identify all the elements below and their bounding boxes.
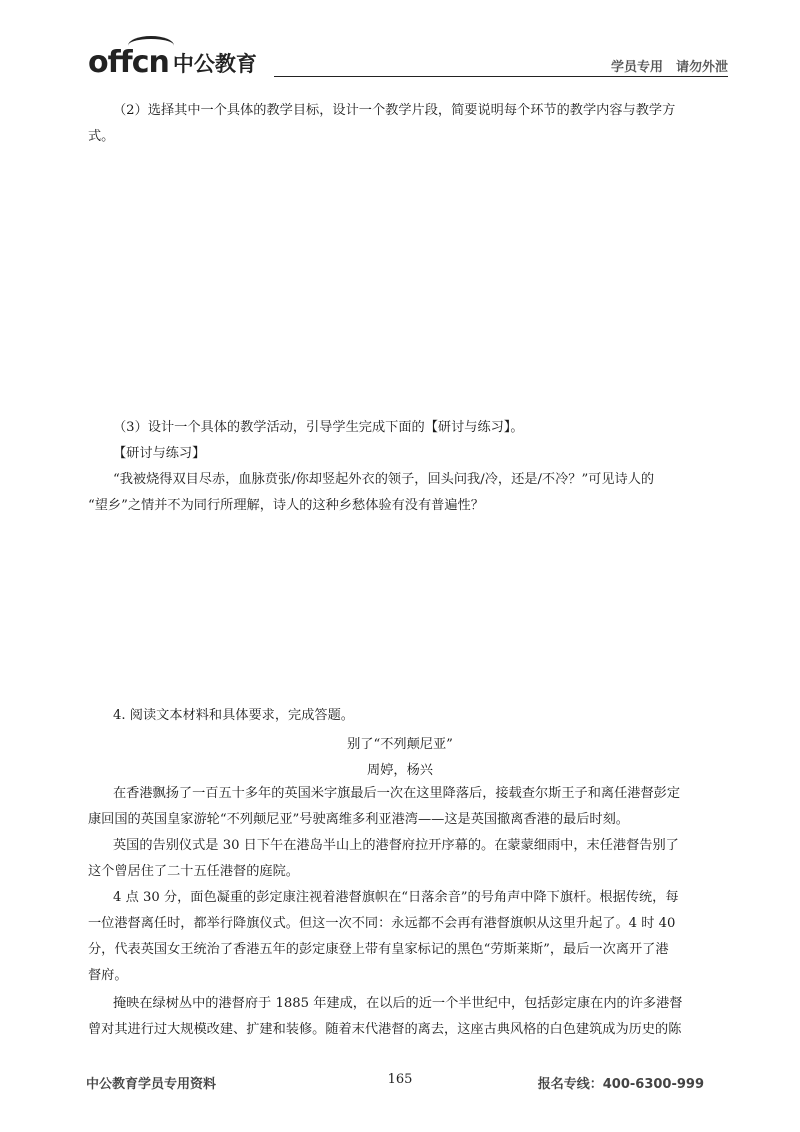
paragraph-3-line-1: 4 点 30 分，面色凝重的彭定康注视着港督旗帜在“日落余音”的号角声中降下旗杆。根据传统，每 [113,890,679,905]
page-number: 165 [387,1072,413,1087]
header-note: 学员专用 请勿外泄 [610,60,728,75]
paragraph-2-line-1: 英国的告别仪式是 30 日下午在港岛半山上的港督府拉开序幕的。在蒙蒙细雨中，末任港督告别了 [113,838,679,853]
question-3-line-2: 【研讨与练习】 [113,446,206,461]
paragraph-3-line-3: 分，代表英国女王统治了香港五年的彭定康登上带有皇家标记的黑色“劳斯莱斯”，最后一次离开了港 [88,942,669,957]
question-3-line-1: （3）设计一个具体的教学活动，引导学生完成下面的【研讨与练习】。 [113,420,524,435]
article-title: 别了“不列颠尼亚” [347,737,453,752]
header-rule [274,76,728,77]
paragraph-3-line-2: 一位港督离任时，都举行降旗仪式。但这一次不同：永远都不会再有港督旗帜从这里升起了。4 时 40 [88,916,676,931]
question-2-line-2: 式。 [88,129,115,144]
question-4-intro: 4. 阅读文本材料和具体要求，完成答题。 [113,708,354,723]
footer-source: 中公教育学员专用资料 [86,1077,217,1092]
page-header [88,40,728,82]
paragraph-4-line-1: 掩映在绿树丛中的港督府于 1885 年建成，在以后的近一个半世纪中，包括彭定康在内的许多港督 [113,996,683,1011]
paragraph-3-line-4: 督府。 [88,968,128,983]
logo-cn-text: 中公教育 [172,52,257,76]
offcn-logo [88,40,257,80]
paragraph-2-line-2: 这个曾居住了二十五任港督的庭院。 [88,864,299,879]
logo-wordmark: offcn [88,45,169,80]
question-3-line-3: “我被烧得双目尽赤，血脉贲张/你却竖起外衣的领子，回头问我/冷，还是/不冷？”可见诗人的 [113,472,655,487]
footer-hotline: 报名专线：400-6300-999 [537,1077,704,1092]
question-2-line-1: （2）选择其中一个具体的教学目标，设计一个教学片段，简要说明每个环节的教学内容与教学方 [113,103,676,118]
paragraph-1-line-2: 康回国的英国皇家游轮“不列颠尼亚”号驶离维多利亚港湾——这是英国撤离香港的最后时刻。 [88,812,629,827]
article-authors: 周婷，杨兴 [367,763,433,778]
paragraph-1-line-1: 在香港飘扬了一百五十多年的英国米字旗最后一次在这里降落后，接载查尔斯王子和离任港督彭定 [113,786,681,801]
logo-arc-icon [128,36,174,55]
paragraph-4-line-2: 曾对其进行过大规模改建、扩建和装修。随着末代港督的离去，这座古典风格的白色建筑成为历史的陈 [88,1022,682,1037]
question-3-line-4: “望乡”之情并不为同行所理解，诗人的这种乡愁体验有没有普遍性？ [88,498,484,513]
